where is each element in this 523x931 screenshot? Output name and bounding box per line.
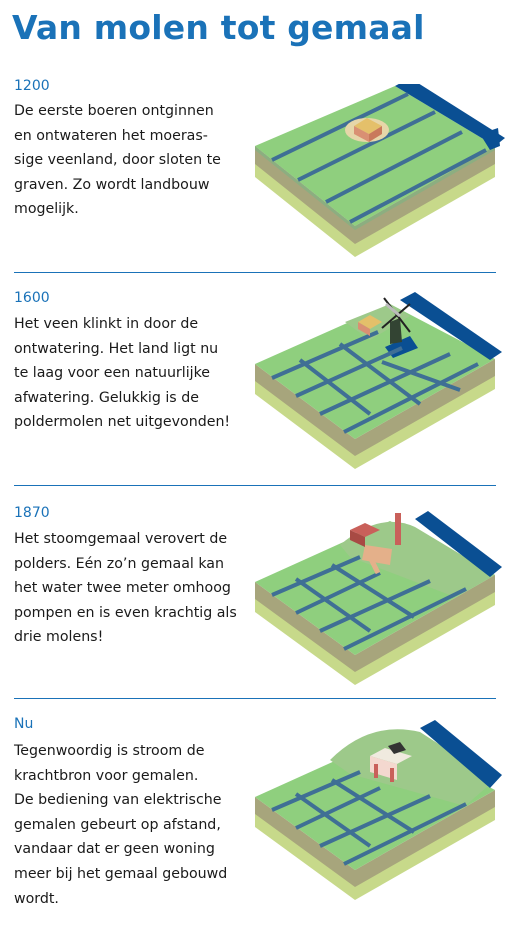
text-line: Het stoomgemaal verovert de (14, 531, 228, 547)
page-title: Van molen tot gemaal (12, 8, 425, 47)
section-divider (14, 272, 496, 273)
section-divider (14, 485, 496, 486)
text-line: het water twee meter omhoog (14, 580, 231, 597)
text-line: Tegenwoordig is stroom de (14, 743, 205, 759)
text-line: poldermolen net uitgevonden! (14, 414, 231, 431)
section-year: 1200 (14, 78, 50, 94)
text-line: ontwatering. Het land ligt nu (14, 340, 219, 357)
section-text (14, 739, 254, 911)
text-line: meer bij het gemaal gebouwd (14, 865, 228, 882)
text-line: De eerste boeren ontginnen (14, 103, 214, 119)
section-year: 1600 (14, 290, 50, 306)
section-year: Nu (14, 716, 34, 732)
windmill-polder-illustration (250, 292, 505, 472)
text-line: gemalen gebeurt op afstand, (14, 816, 221, 833)
text-line: krachtbron voor gemalen. (14, 767, 199, 784)
text-line: drie molens! (14, 629, 104, 646)
electric-pumping-station-illustration (250, 720, 505, 900)
text-line: sige veenland, door sloten te (14, 152, 221, 169)
text-line: wordt. (14, 890, 59, 907)
section-divider (14, 698, 496, 699)
section-year: 1870 (14, 505, 50, 521)
text-line: pompen en is even krachtig als (14, 604, 237, 621)
section-text (14, 527, 254, 650)
text-line: te laag voor een natuurlijke (14, 365, 211, 382)
text-line: en ontwateren het moeras- (14, 127, 208, 144)
section-text (14, 99, 254, 222)
text-line: afwatering. Gelukkig is de (14, 389, 199, 406)
text-line: polders. Eén zo’n gemaal kan (14, 555, 224, 572)
text-line: De bediening van elektrische (14, 792, 222, 809)
text-line: graven. Zo wordt landbouw (14, 176, 210, 193)
text-line: Het veen klinkt in door de (14, 316, 199, 332)
text-line: vandaar dat er geen woning (14, 841, 215, 858)
text-line: mogelijk. (14, 201, 79, 218)
steam-pumping-station-illustration (250, 505, 505, 685)
farm-ditches-illustration (250, 84, 505, 260)
section-text (14, 312, 254, 435)
